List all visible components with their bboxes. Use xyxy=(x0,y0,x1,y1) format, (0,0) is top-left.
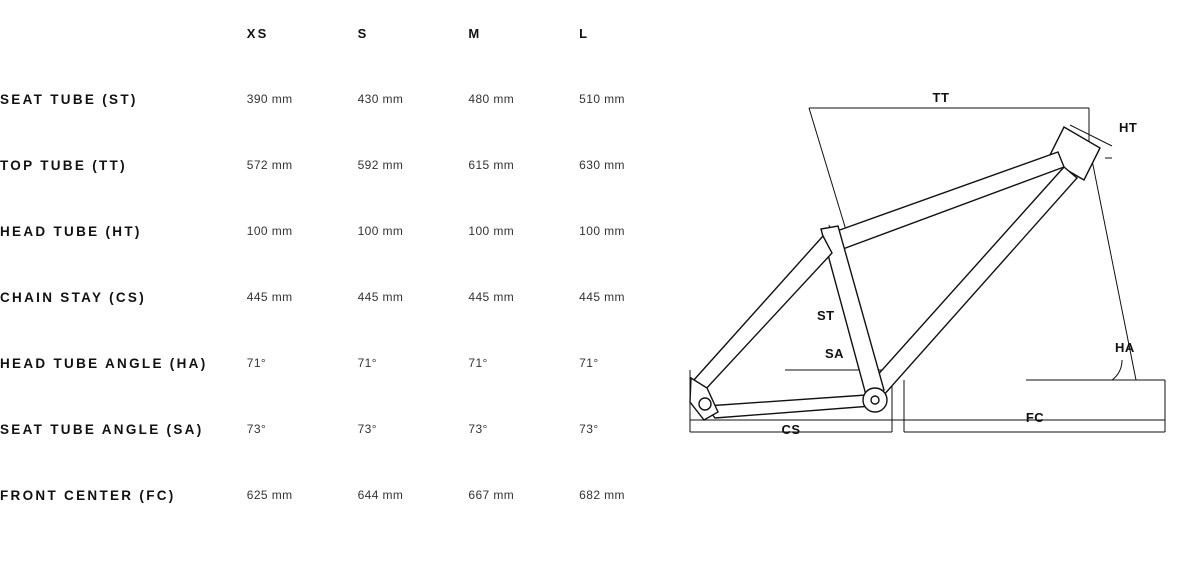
bottom-bracket-center xyxy=(871,396,879,404)
row-value-head-tube-s: 100 mm xyxy=(357,224,404,238)
table-row xyxy=(0,66,690,132)
row-value-top-tube-l: 630 mm xyxy=(579,158,625,172)
row-value-chain-stay-s: 445 mm xyxy=(357,290,404,304)
row-value-head-tube-l: 100 mm xyxy=(579,224,625,238)
header-size-l: L xyxy=(579,25,590,41)
header-size-s: S xyxy=(357,25,369,41)
label-tt: TT xyxy=(932,90,950,105)
row-value-head-tube-angle-m: 71° xyxy=(468,356,488,370)
table-header-row xyxy=(0,0,690,66)
label-fc: FC xyxy=(1025,410,1045,425)
table-row xyxy=(0,264,690,330)
label-cs: CS xyxy=(781,422,801,437)
row-label-head-tube-angle: HEAD TUBE ANGLE (HA) xyxy=(0,355,208,371)
row-value-seat-tube-angle-xs: 73° xyxy=(246,422,267,436)
seat-stay-shape xyxy=(693,236,832,391)
top-tube-shape xyxy=(823,152,1064,253)
row-value-top-tube-m: 615 mm xyxy=(468,158,515,172)
row-label-head-tube: HEAD TUBE (HT) xyxy=(0,223,142,239)
row-value-head-tube-angle-xs: 71° xyxy=(246,356,267,370)
ha-angle-arc xyxy=(1112,360,1122,380)
header-spacer xyxy=(0,0,247,66)
label-st: ST xyxy=(817,308,835,323)
row-value-head-tube-angle-l: 71° xyxy=(579,356,599,370)
row-value-seat-tube-xs: 390 mm xyxy=(246,92,293,106)
table-row xyxy=(0,396,690,462)
row-label-top-tube: TOP TUBE (TT) xyxy=(0,157,127,173)
row-value-front-center-m: 667 mm xyxy=(468,488,515,502)
row-value-chain-stay-l: 445 mm xyxy=(579,290,625,304)
row-value-top-tube-s: 592 mm xyxy=(357,158,404,172)
row-value-chain-stay-xs: 445 mm xyxy=(246,290,293,304)
row-value-head-tube-m: 100 mm xyxy=(468,224,515,238)
label-sa: SA xyxy=(825,346,845,361)
row-label-seat-tube-angle: SEAT TUBE ANGLE (SA) xyxy=(0,421,204,437)
row-value-seat-tube-l: 510 mm xyxy=(579,92,625,106)
table-row xyxy=(0,462,690,528)
row-value-seat-tube-s: 430 mm xyxy=(357,92,404,106)
row-value-seat-tube-angle-l: 73° xyxy=(579,422,599,436)
row-value-head-tube-angle-s: 71° xyxy=(357,356,377,370)
row-value-top-tube-xs: 572 mm xyxy=(246,158,293,172)
label-ht: HT xyxy=(1119,120,1138,135)
row-value-head-tube-xs: 100 mm xyxy=(246,224,293,238)
chain-stay-shape xyxy=(706,395,872,418)
row-value-front-center-l: 682 mm xyxy=(579,488,625,502)
header-size-xs: XS xyxy=(246,25,269,41)
header-size-m: M xyxy=(468,25,482,41)
table-row xyxy=(0,330,690,396)
row-value-front-center-s: 644 mm xyxy=(357,488,404,502)
row-label-chain-stay: CHAIN STAY (CS) xyxy=(0,289,147,305)
row-label-seat-tube: SEAT TUBE (ST) xyxy=(0,91,138,107)
label-ha: HA xyxy=(1115,340,1135,355)
tt-left-leader xyxy=(809,108,849,240)
row-value-seat-tube-m: 480 mm xyxy=(468,92,515,106)
frame-outline xyxy=(690,127,1100,420)
row-value-seat-tube-angle-m: 73° xyxy=(468,422,488,436)
row-value-seat-tube-angle-s: 73° xyxy=(357,422,377,436)
row-value-chain-stay-m: 445 mm xyxy=(468,290,515,304)
table-row xyxy=(0,132,690,198)
rear-axle-shape xyxy=(699,398,711,410)
bike-frame-diagram xyxy=(660,40,1190,470)
table-row xyxy=(0,198,690,264)
row-label-front-center: FRONT CENTER (FC) xyxy=(0,487,176,503)
row-value-front-center-xs: 625 mm xyxy=(246,488,293,502)
